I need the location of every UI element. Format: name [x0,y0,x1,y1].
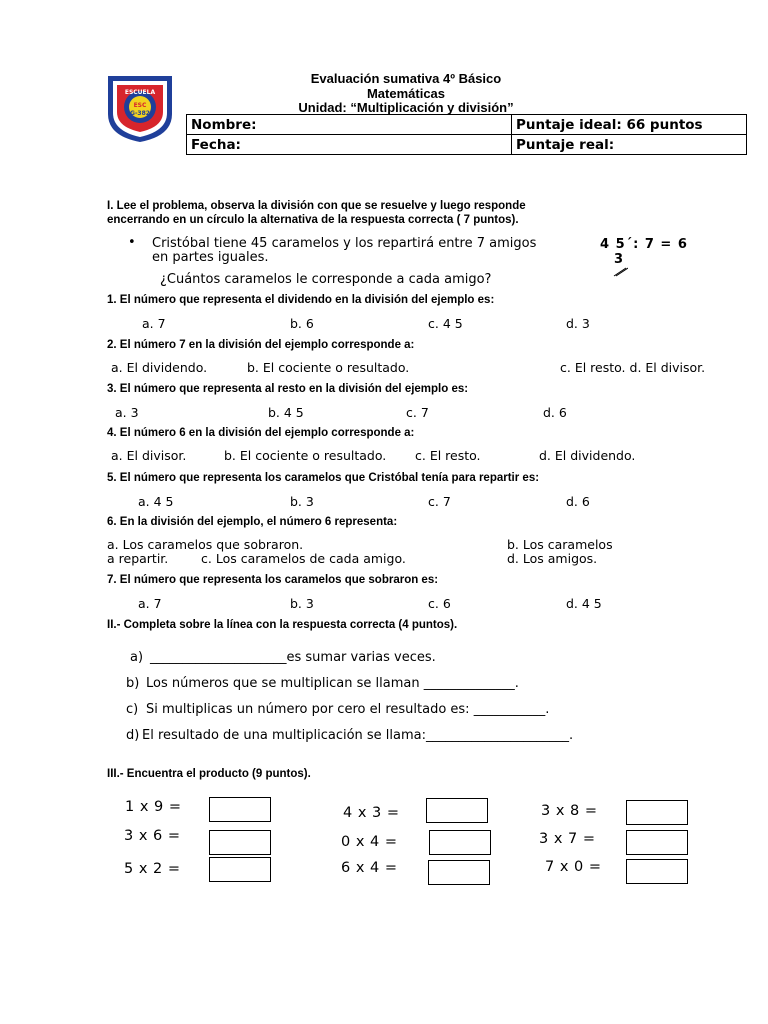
q1-option-b[interactable]: b. 6 [290,316,314,331]
question-1: 1. El número que representa el dividendo en la división del ejemplo es: [107,294,495,306]
fill-b-label: b) [126,676,140,691]
logo-center-text: ESC [133,102,147,109]
fill-d-text[interactable]: El resultado de una multiplicación se llama:______________________. [142,728,574,743]
q4-option-b[interactable]: b. El cociente o resultado. [224,448,387,463]
real-score-cell[interactable]: Puntaje real: [512,135,747,155]
header-subject: Matemáticas [366,86,446,101]
fill-a-label: a) [130,650,144,665]
question-4: 4. El número 6 en la división del ejemplo corresponde a: [107,427,415,439]
q6-option-c[interactable]: c. Los caramelos de cada amigo. [201,551,406,566]
product-3-x-7: 3 x 7 = [539,831,596,847]
q2-option-b[interactable]: b. El cociente o resultado. [247,360,410,375]
fill-c-text[interactable]: Si multiplicas un número por cero el resultado es: ___________. [146,702,550,717]
fill-c-label: c) [126,702,139,717]
student-info-table [186,114,747,155]
problem-question: ¿Cuántos caramelos le corresponde a cada amigo? [160,272,492,287]
q3-option-b[interactable]: b. 4 5 [268,405,304,420]
header-title: Evaluación sumativa 4º Básico [310,71,502,86]
product-3-x-6: 3 x 6 = [124,828,181,844]
q3-option-c[interactable]: c. 7 [406,405,429,420]
answer-box-3x6[interactable] [209,830,271,855]
q2-option-cd[interactable]: c. El resto. d. El divisor. [560,360,706,375]
question-2: 2. El número 7 en la división del ejemplo corresponde a: [107,339,415,351]
q4-option-c[interactable]: c. El resto. [415,448,481,463]
answer-box-3x8[interactable] [626,800,688,825]
product-7-x-0: 7 x 0 = [545,859,602,875]
q3-option-a[interactable]: a. 3 [115,405,139,420]
q1-option-a[interactable]: a. 7 [142,316,166,331]
logo-number: G-382 [130,110,150,117]
q6-option-b-cont[interactable]: a repartir. [107,551,169,566]
section1-instructions-1: I. Lee el problema, observa la división con que se resuelve y luego responde [107,200,526,212]
header-unit: Unidad: “Multiplicación y división” [298,100,514,115]
product-0-x-4: 0 x 4 = [341,834,398,850]
answer-box-5x2[interactable] [209,857,271,882]
bullet-icon: • [128,235,136,250]
q4-option-a[interactable]: a. El divisor. [111,448,187,463]
answer-box-6x4[interactable] [428,860,490,885]
q1-option-d[interactable]: d. 3 [566,316,590,331]
question-6: 6. En la división del ejemplo, el número 6 representa: [107,516,398,528]
date-cell[interactable]: Fecha: [187,135,512,155]
product-5-x-2: 5 x 2 = [124,861,181,877]
answer-box-4x3[interactable] [426,798,488,823]
division-operation: 4 5´: 7 = 6 [600,237,688,252]
product-1-x-9: 1 x 9 = [125,799,182,815]
product-6-x-4: 6 x 4 = [341,860,398,876]
q7-option-b[interactable]: b. 3 [290,596,314,611]
logo-top-text: ESCUELA [124,89,156,96]
answer-box-0x4[interactable] [429,830,491,855]
q5-option-d[interactable]: d. 6 [566,494,590,509]
section1-instructions-2: encerrando en un círculo la alternativa de la respuesta correcta ( 7 puntos). [107,214,519,226]
q7-option-d[interactable]: d. 4 5 [566,596,602,611]
q3-option-d[interactable]: d. 6 [543,405,567,420]
q1-option-c[interactable]: c. 4 5 [428,316,463,331]
question-5: 5. El número que representa los caramelos que Cristóbal tenía para repartir es: [107,472,540,484]
q5-option-b[interactable]: b. 3 [290,494,314,509]
q4-option-d[interactable]: d. El dividendo. [539,448,636,463]
question-7: 7. El número que representa los caramelos que sobraron es: [107,574,439,586]
q6-option-b[interactable]: b. Los caramelos [507,537,613,552]
name-cell[interactable]: Nombre: [187,115,512,135]
fill-d-label: d) [126,728,140,743]
division-strike-mark [612,262,628,281]
problem-line-1: Cristóbal tiene 45 caramelos y los repartirá entre 7 amigos [152,236,537,251]
ideal-score-cell: Puntaje ideal: 66 puntos [512,115,747,135]
problem-line-2: en partes iguales. [152,250,269,265]
product-4-x-3: 4 x 3 = [343,805,400,821]
q5-option-a[interactable]: a. 4 5 [138,494,174,509]
product-3-x-8: 3 x 8 = [541,803,598,819]
question-3: 3. El número que representa al resto en la división del ejemplo es: [107,383,469,395]
answer-box-3x7[interactable] [626,830,688,855]
answer-box-1x9[interactable] [209,797,271,822]
q7-option-c[interactable]: c. 6 [428,596,451,611]
school-logo [106,74,174,144]
fill-b-text[interactable]: Los números que se multiplican se llaman ______________. [146,676,519,691]
section2-title: II.- Completa sobre la línea con la respuesta correcta (4 puntos). [107,619,458,631]
q5-option-c[interactable]: c. 7 [428,494,451,509]
q7-option-a[interactable]: a. 7 [138,596,162,611]
answer-box-7x0[interactable] [626,859,688,884]
q2-option-a[interactable]: a. El dividendo. [111,360,208,375]
fill-a-text[interactable]: _____________________es sumar varias veces. [150,650,436,665]
section3-title: III.- Encuentra el producto (9 puntos). [107,768,311,780]
division-remainder: 3 [614,252,624,267]
q6-option-d[interactable]: d. Los amigos. [507,551,598,566]
q6-option-a[interactable]: a. Los caramelos que sobraron. [107,537,304,552]
